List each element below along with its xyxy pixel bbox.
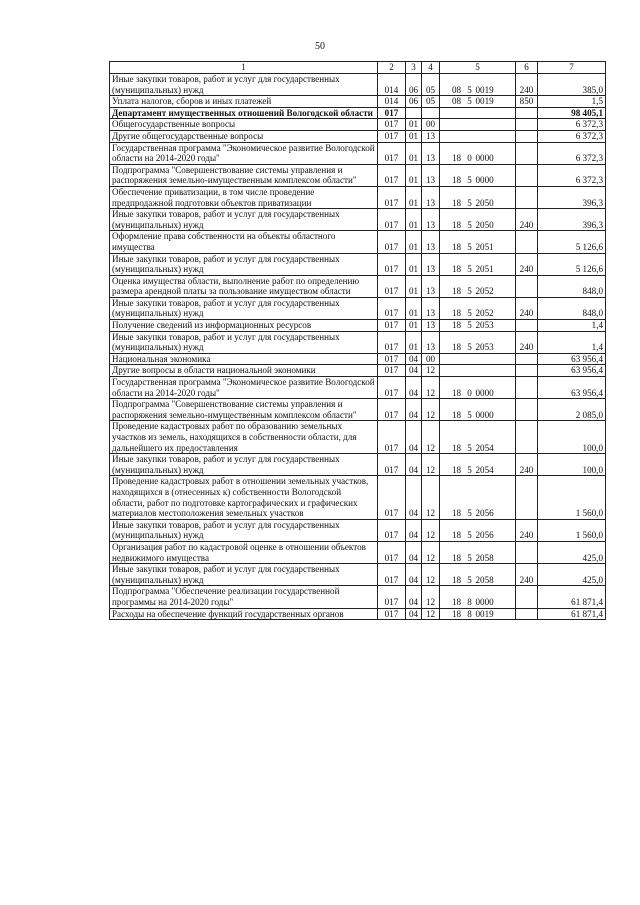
- target-article-part: 0: [467, 387, 472, 398]
- target-article-part: 2053: [475, 342, 494, 353]
- row-target-article: [440, 74, 516, 96]
- row-grbs: 017: [378, 541, 406, 563]
- table-row: [110, 320, 606, 332]
- row-name: Организация работ по кадастровой оценке в отношении объектов недвижимого имущества: [110, 541, 378, 563]
- table-row: [110, 331, 606, 353]
- row-subsection: 13: [422, 164, 440, 186]
- row-target-article: [440, 377, 516, 399]
- row-name: Проведение кадастровых работ по образованию земельных участков из земель, находящихся в собственности области, для дальнейшего их предоставления: [110, 421, 378, 454]
- row-section: 01: [406, 119, 422, 131]
- row-name: Получение сведений из информационных ресурсов: [110, 320, 378, 332]
- target-article-part: 5: [467, 574, 472, 585]
- row-expense-type: [516, 107, 538, 119]
- row-grbs: 017: [378, 608, 406, 620]
- row-expense-type: 240: [516, 297, 538, 319]
- target-article-part: 2058: [475, 552, 494, 563]
- row-expense-type: 240: [516, 253, 538, 275]
- table-row: [110, 476, 606, 519]
- row-section: 04: [406, 476, 422, 519]
- row-amount: 425,0: [538, 541, 606, 563]
- row-name: Иные закупки товаров, работ и услуг для государственных (муниципальных) нужд: [110, 209, 378, 231]
- row-expense-type: [516, 421, 538, 454]
- table-row: [110, 142, 606, 164]
- target-article-part: 2056: [475, 530, 494, 541]
- row-section: 01: [406, 186, 422, 208]
- row-amount: 1,4: [538, 320, 606, 332]
- row-amount: 63 956,4: [538, 365, 606, 377]
- row-section: 04: [406, 564, 422, 586]
- row-expense-type: [516, 353, 538, 365]
- table-row: [110, 209, 606, 231]
- page-number: 50: [315, 41, 325, 52]
- row-expense-type: [516, 541, 538, 563]
- target-article-part: 5: [467, 264, 472, 275]
- table-row: [110, 365, 606, 377]
- target-article-part: 0: [467, 153, 472, 164]
- row-expense-type: [516, 586, 538, 608]
- row-grbs: 017: [378, 209, 406, 231]
- row-target-article: [440, 320, 516, 332]
- target-article-part: 2058: [475, 574, 494, 585]
- row-target-article: [440, 186, 516, 208]
- target-article-part: 2050: [475, 219, 494, 230]
- target-article-part: 0019: [475, 84, 494, 95]
- target-article-part: 08: [451, 84, 462, 95]
- row-amount: 396,3: [538, 186, 606, 208]
- row-grbs: 017: [378, 119, 406, 131]
- row-target-article: [440, 231, 516, 253]
- target-article-part: 18: [451, 387, 462, 398]
- row-amount: 848,0: [538, 297, 606, 319]
- row-section: 04: [406, 365, 422, 377]
- target-article-part: 0019: [475, 96, 494, 107]
- target-article-part: 18: [451, 342, 462, 353]
- row-subsection: 13: [422, 320, 440, 332]
- target-article-part: 08: [451, 96, 462, 107]
- row-grbs: 017: [378, 231, 406, 253]
- row-grbs: 017: [378, 320, 406, 332]
- row-expense-type: [516, 119, 538, 131]
- row-subsection: 13: [422, 142, 440, 164]
- target-article-part: 18: [451, 286, 462, 297]
- table-row: [110, 275, 606, 297]
- row-name: Проведение кадастровых работ в отношении земельных участков, находящихся в (отнесенных к) собственности Вологодской области, работ по подготовке картографических и графических материалов местоположения земельных участков: [110, 476, 378, 519]
- row-expense-type: [516, 275, 538, 297]
- row-section: 01: [406, 130, 422, 142]
- row-grbs: 017: [378, 331, 406, 353]
- row-expense-type: [516, 231, 538, 253]
- row-expense-type: 240: [516, 519, 538, 541]
- row-section: 04: [406, 454, 422, 476]
- target-article-part: 0000: [475, 409, 494, 420]
- row-amount: 1 560,0: [538, 519, 606, 541]
- target-article-part: 18: [451, 508, 462, 519]
- target-article-part: 5: [467, 84, 472, 95]
- row-expense-type: [516, 476, 538, 519]
- table-row: [110, 564, 606, 586]
- row-section: 04: [406, 399, 422, 421]
- row-subsection: 12: [422, 519, 440, 541]
- target-article-part: 18: [451, 175, 462, 186]
- row-subsection: 00: [422, 119, 440, 131]
- row-grbs: 017: [378, 186, 406, 208]
- target-article-part: 0019: [475, 608, 494, 619]
- table-row: [110, 96, 606, 108]
- row-target-article: [440, 608, 516, 620]
- row-expense-type: [516, 377, 538, 399]
- row-section: 04: [406, 519, 422, 541]
- row-subsection: 12: [422, 608, 440, 620]
- row-subsection: 13: [422, 231, 440, 253]
- row-name: Иные закупки товаров, работ и услуг для государственных (муниципальных) нужд: [110, 519, 378, 541]
- row-name: Государственная программа "Экономическое развитие Вологодской области на 2014-2020 годы": [110, 142, 378, 164]
- row-expense-type: [516, 320, 538, 332]
- header-cell: 1: [110, 62, 378, 74]
- header-cell: 3: [406, 62, 422, 74]
- row-amount: 1,5: [538, 96, 606, 108]
- row-name: Общегосударственные вопросы: [110, 119, 378, 131]
- row-grbs: 017: [378, 377, 406, 399]
- header-cell: 4: [422, 62, 440, 74]
- table-row: [110, 608, 606, 620]
- row-section: 04: [406, 608, 422, 620]
- row-target-article: [440, 96, 516, 108]
- row-expense-type: [516, 186, 538, 208]
- row-section: 06: [406, 96, 422, 108]
- table-row: [110, 164, 606, 186]
- row-name: Иные закупки товаров, работ и услуг для государственных (муниципальных) нужд: [110, 564, 378, 586]
- target-article-part: 5: [467, 320, 472, 331]
- row-amount: 1 560,0: [538, 476, 606, 519]
- target-article-part: 5: [467, 219, 472, 230]
- row-grbs: 017: [378, 476, 406, 519]
- target-article-part: 2051: [475, 264, 494, 275]
- row-expense-type: [516, 399, 538, 421]
- row-amount: 6 372,3: [538, 130, 606, 142]
- row-subsection: 12: [422, 377, 440, 399]
- row-subsection: 00: [422, 353, 440, 365]
- row-grbs: 017: [378, 564, 406, 586]
- row-name: Государственная программа "Экономическое развитие Вологодской области на 2014-2020 годы": [110, 377, 378, 399]
- row-amount: 1,4: [538, 331, 606, 353]
- target-article-part: 0000: [475, 596, 494, 607]
- target-article-part: 2053: [475, 320, 494, 331]
- target-article-part: 5: [467, 442, 472, 453]
- row-target-article: [440, 476, 516, 519]
- target-article-part: 0000: [475, 387, 494, 398]
- row-amount: 61 871,4: [538, 586, 606, 608]
- row-name: Иные закупки товаров, работ и услуг для государственных (муниципальных) нужд: [110, 331, 378, 353]
- row-grbs: 014: [378, 74, 406, 96]
- row-subsection: 12: [422, 399, 440, 421]
- row-expense-type: 240: [516, 209, 538, 231]
- row-grbs: 017: [378, 454, 406, 476]
- row-amount: 98 405,1: [538, 107, 606, 119]
- target-article-part: 18: [451, 596, 462, 607]
- target-article-part: 5: [467, 409, 472, 420]
- target-article-part: 2056: [475, 508, 494, 519]
- target-article-part: 2054: [475, 442, 494, 453]
- row-expense-type: [516, 142, 538, 164]
- header-cell: 2: [378, 62, 406, 74]
- row-target-article: [440, 130, 516, 142]
- row-subsection: 12: [422, 564, 440, 586]
- row-name: Оформление права собственности на объекты областного имущества: [110, 231, 378, 253]
- target-article-part: 5: [467, 286, 472, 297]
- row-expense-type: 240: [516, 454, 538, 476]
- row-name: Подпрограмма "Обеспечение реализации государственной программы на 2014-2020 годы": [110, 586, 378, 608]
- target-article-part: 5: [467, 464, 472, 475]
- row-name: Подпрограмма "Совершенствование системы управления и распоряжения земельно-имущественным комплексом области": [110, 399, 378, 421]
- row-expense-type: [516, 130, 538, 142]
- row-subsection: 13: [422, 130, 440, 142]
- row-name: Национальная экономика: [110, 353, 378, 365]
- row-expense-type: 240: [516, 74, 538, 96]
- row-subsection: 12: [422, 586, 440, 608]
- row-amount: 5 126,6: [538, 231, 606, 253]
- row-grbs: 017: [378, 399, 406, 421]
- table-row: [110, 541, 606, 563]
- target-article-part: 5: [467, 241, 472, 252]
- table-row: [110, 586, 606, 608]
- row-amount: 385,0: [538, 74, 606, 96]
- row-name: Иные закупки товаров, работ и услуг для государственных (муниципальных) нужд: [110, 454, 378, 476]
- row-section: 01: [406, 142, 422, 164]
- target-article-part: 18: [451, 464, 462, 475]
- target-article-part: 18: [451, 608, 462, 619]
- row-amount: 5 126,6: [538, 253, 606, 275]
- budget-table: [109, 61, 606, 620]
- row-target-article: [440, 399, 516, 421]
- target-article-part: 18: [451, 241, 462, 252]
- row-grbs: 017: [378, 353, 406, 365]
- target-article-part: 18: [451, 409, 462, 420]
- row-subsection: 12: [422, 365, 440, 377]
- table-row: [110, 130, 606, 142]
- row-amount: 100,0: [538, 421, 606, 454]
- row-amount: 425,0: [538, 564, 606, 586]
- target-article-part: 18: [451, 530, 462, 541]
- row-section: 04: [406, 421, 422, 454]
- row-subsection: 13: [422, 253, 440, 275]
- row-name: Уплата налогов, сборов и иных платежей: [110, 96, 378, 108]
- row-target-article: [440, 275, 516, 297]
- table-row: [110, 353, 606, 365]
- row-subsection: 13: [422, 297, 440, 319]
- row-name: Обеспечение приватизации, в том числе проведение предпродажной подготовки объектов приватизации: [110, 186, 378, 208]
- row-amount: 6 372,3: [538, 142, 606, 164]
- row-subsection: 13: [422, 186, 440, 208]
- target-article-part: 5: [467, 342, 472, 353]
- row-section: 04: [406, 586, 422, 608]
- row-target-article: [440, 119, 516, 131]
- header-cell: 7: [538, 62, 606, 74]
- target-article-part: 18: [451, 442, 462, 453]
- header-cell: 5: [440, 62, 516, 74]
- row-expense-type: [516, 164, 538, 186]
- target-article-part: 5: [467, 530, 472, 541]
- row-amount: 63 956,4: [538, 353, 606, 365]
- row-name: Иные закупки товаров, работ и услуг для государственных (муниципальных) нужд: [110, 74, 378, 96]
- row-subsection: 12: [422, 476, 440, 519]
- row-target-article: [440, 421, 516, 454]
- row-name: Подпрограмма "Совершенствование системы управления и распоряжения земельно-имущественным комплексом области": [110, 164, 378, 186]
- row-name: Иные закупки товаров, работ и услуг для государственных (муниципальных) нужд: [110, 253, 378, 275]
- target-article-part: 0000: [475, 153, 494, 164]
- row-name: Оценка имущества области, выполнение работ по определению размера арендной платы за пользование имуществом области: [110, 275, 378, 297]
- target-article-part: 18: [451, 219, 462, 230]
- row-subsection: 12: [422, 541, 440, 563]
- row-subsection: 13: [422, 209, 440, 231]
- row-amount: 6 372,3: [538, 119, 606, 131]
- row-expense-type: 240: [516, 564, 538, 586]
- row-section: 04: [406, 541, 422, 563]
- row-target-article: [440, 297, 516, 319]
- target-article-part: 18: [451, 552, 462, 563]
- row-name: Другие вопросы в области национальной экономики: [110, 365, 378, 377]
- table-row: [110, 107, 606, 119]
- row-name: Расходы на обеспечение функций государственных органов: [110, 608, 378, 620]
- row-grbs: 017: [378, 365, 406, 377]
- target-article-part: 18: [451, 574, 462, 585]
- row-section: 01: [406, 331, 422, 353]
- row-target-article: [440, 353, 516, 365]
- row-target-article: [440, 253, 516, 275]
- row-section: 01: [406, 253, 422, 275]
- row-grbs: 017: [378, 142, 406, 164]
- table-row: [110, 74, 606, 96]
- row-subsection: 13: [422, 331, 440, 353]
- row-grbs: 017: [378, 297, 406, 319]
- row-section: 01: [406, 231, 422, 253]
- table-row: [110, 454, 606, 476]
- row-section: 01: [406, 320, 422, 332]
- row-subsection: 05: [422, 74, 440, 96]
- row-target-article: [440, 541, 516, 563]
- target-article-part: 18: [451, 153, 462, 164]
- row-target-article: [440, 107, 516, 119]
- header-cell: 6: [516, 62, 538, 74]
- row-amount: 61 871,4: [538, 608, 606, 620]
- row-subsection: 12: [422, 421, 440, 454]
- row-section: 01: [406, 275, 422, 297]
- row-section: 01: [406, 297, 422, 319]
- table-row: [110, 186, 606, 208]
- row-amount: 100,0: [538, 454, 606, 476]
- row-target-article: [440, 331, 516, 353]
- row-grbs: 014: [378, 96, 406, 108]
- row-target-article: [440, 365, 516, 377]
- row-grbs: 017: [378, 421, 406, 454]
- table-row: [110, 253, 606, 275]
- target-article-part: 2052: [475, 308, 494, 319]
- row-grbs: 017: [378, 130, 406, 142]
- target-article-part: 2052: [475, 286, 494, 297]
- row-subsection: 13: [422, 275, 440, 297]
- target-article-part: 8: [467, 596, 472, 607]
- table-row: [110, 377, 606, 399]
- target-article-part: 5: [467, 552, 472, 563]
- target-article-part: 5: [467, 197, 472, 208]
- row-grbs: 017: [378, 164, 406, 186]
- row-expense-type: 240: [516, 331, 538, 353]
- row-amount: 2 085,0: [538, 399, 606, 421]
- row-amount: 63 956,4: [538, 377, 606, 399]
- table-row: [110, 297, 606, 319]
- row-grbs: 017: [378, 586, 406, 608]
- row-section: 04: [406, 353, 422, 365]
- target-article-part: 5: [467, 96, 472, 107]
- row-section: [406, 107, 422, 119]
- row-amount: 6 372,3: [538, 164, 606, 186]
- row-expense-type: 850: [516, 96, 538, 108]
- row-section: 01: [406, 209, 422, 231]
- table-row: [110, 399, 606, 421]
- table-row: [110, 421, 606, 454]
- row-subsection: 05: [422, 96, 440, 108]
- table-row: [110, 231, 606, 253]
- row-amount: 848,0: [538, 275, 606, 297]
- row-section: 01: [406, 164, 422, 186]
- row-expense-type: [516, 365, 538, 377]
- target-article-part: 2051: [475, 241, 494, 252]
- row-subsection: 12: [422, 454, 440, 476]
- target-article-part: 18: [451, 308, 462, 319]
- row-expense-type: [516, 608, 538, 620]
- row-name: Иные закупки товаров, работ и услуг для государственных (муниципальных) нужд: [110, 297, 378, 319]
- table-row: [110, 519, 606, 541]
- row-target-article: [440, 164, 516, 186]
- row-target-article: [440, 519, 516, 541]
- target-article-part: 2050: [475, 197, 494, 208]
- row-subsection: [422, 107, 440, 119]
- target-article-part: 5: [467, 508, 472, 519]
- row-name: Другие общегосударственные вопросы: [110, 130, 378, 142]
- row-target-article: [440, 564, 516, 586]
- target-article-part: 18: [451, 320, 462, 331]
- target-article-part: 0000: [475, 175, 494, 186]
- row-section: 04: [406, 377, 422, 399]
- target-article-part: 18: [451, 197, 462, 208]
- row-grbs: 017: [378, 275, 406, 297]
- target-article-part: 5: [467, 175, 472, 186]
- row-target-article: [440, 142, 516, 164]
- table-row: [110, 119, 606, 131]
- row-target-article: [440, 586, 516, 608]
- target-article-part: 18: [451, 264, 462, 275]
- header-row: [110, 62, 606, 74]
- row-target-article: [440, 209, 516, 231]
- row-amount: 396,3: [538, 209, 606, 231]
- target-article-part: 5: [467, 308, 472, 319]
- row-target-article: [440, 454, 516, 476]
- row-name: Департамент имущественных отношений Вологодской области: [110, 107, 378, 119]
- row-grbs: 017: [378, 519, 406, 541]
- row-section: 06: [406, 74, 422, 96]
- row-grbs: 017: [378, 107, 406, 119]
- row-grbs: 017: [378, 253, 406, 275]
- target-article-part: 8: [467, 608, 472, 619]
- target-article-part: 2054: [475, 464, 494, 475]
